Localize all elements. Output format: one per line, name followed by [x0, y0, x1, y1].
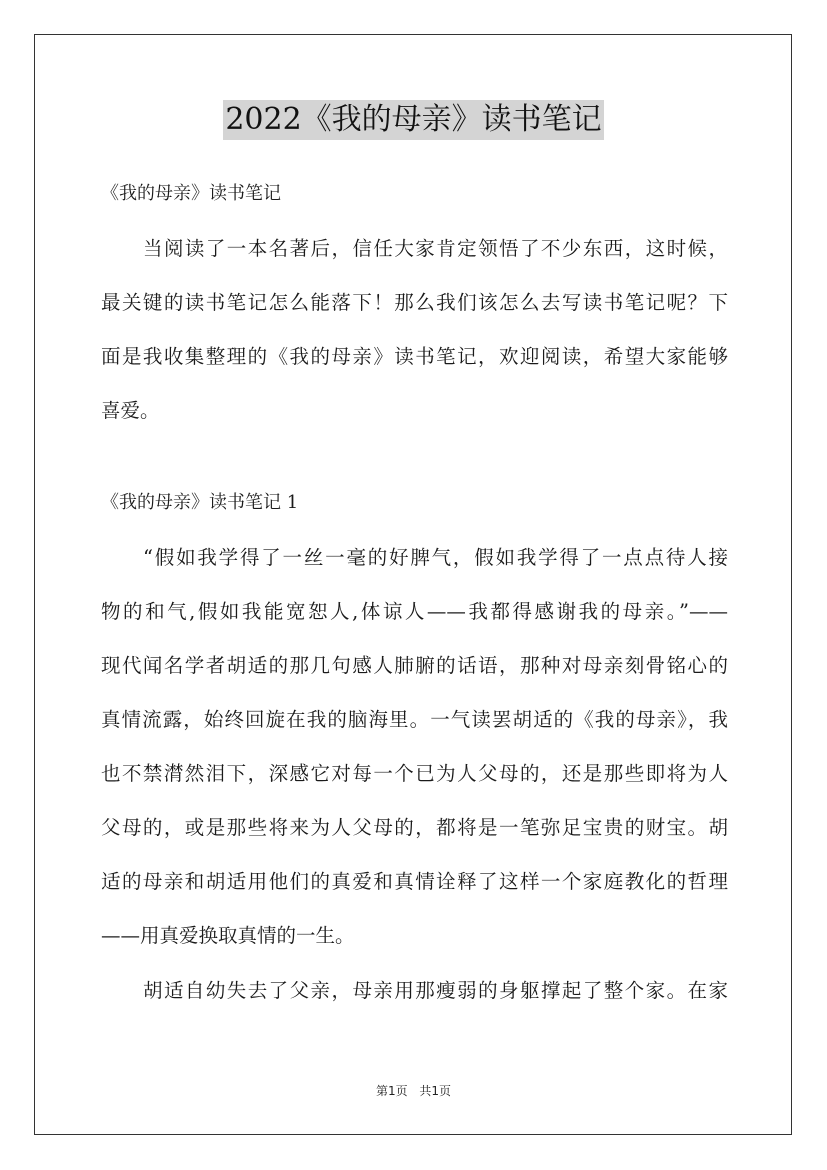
section-heading: 《我的母亲》读书笔记 1 — [101, 492, 299, 513]
page-total: 共1页 — [419, 1084, 452, 1098]
document-body — [101, 175, 728, 1009]
paragraph-line: ——用真爱换取真情的一生。 — [101, 924, 355, 947]
paragraph-line: 最关键的读书笔记怎么能落下！那么我们该怎么去写读书笔记呢？下 — [101, 291, 728, 314]
paragraph-line: “假如我学得了一丝一毫的好脾气，假如我学得了一点点待人接 — [143, 546, 728, 569]
paragraph-line: 真情流露，始终回旋在我的脑海里。一气读罢胡适的《我的母亲》，我 — [101, 708, 728, 731]
paragraph-line: 喜爱。 — [101, 399, 160, 422]
paragraph-line: 胡适自幼失去了父亲，母亲用那瘦弱的身躯撑起了整个家。在家 — [143, 979, 728, 1002]
title-container — [0, 100, 827, 140]
paragraph-line: 适的母亲和胡适用他们的真爱和真情诠释了这样一个家庭教化的哲理 — [101, 870, 728, 893]
paragraph-line: 物的和气,假如我能宽恕人,体谅人——我都得感谢我的母亲。”—— — [101, 600, 728, 623]
document-subtitle: 《我的母亲》读书笔记 — [101, 183, 281, 204]
paragraph-line: 父母的，或是那些将来为人父母的，都将是一笔弥足宝贵的财宝。胡 — [101, 816, 728, 839]
page-footer — [0, 1082, 827, 1099]
section-paragraph — [101, 539, 728, 954]
paragraph-line: 面是我收集整理的《我的母亲》读书笔记，欢迎阅读，希望大家能够 — [101, 345, 728, 368]
paragraph-line: 现代闻名学者胡适的那几句感人肺腑的话语，那种对母亲刻骨铭心的 — [101, 654, 728, 677]
intro-paragraph — [101, 230, 728, 429]
page-number: 第1页 — [375, 1084, 408, 1098]
paragraph-line: 也不禁潸然泪下，深感它对每一个已为人父母的，还是那些即将为人 — [101, 762, 728, 785]
document-title: 2022《我的母亲》读书笔记 — [223, 100, 603, 140]
paragraph-line: 当阅读了一本名著后，信任大家肯定领悟了不少东西，这时候， — [143, 237, 728, 260]
